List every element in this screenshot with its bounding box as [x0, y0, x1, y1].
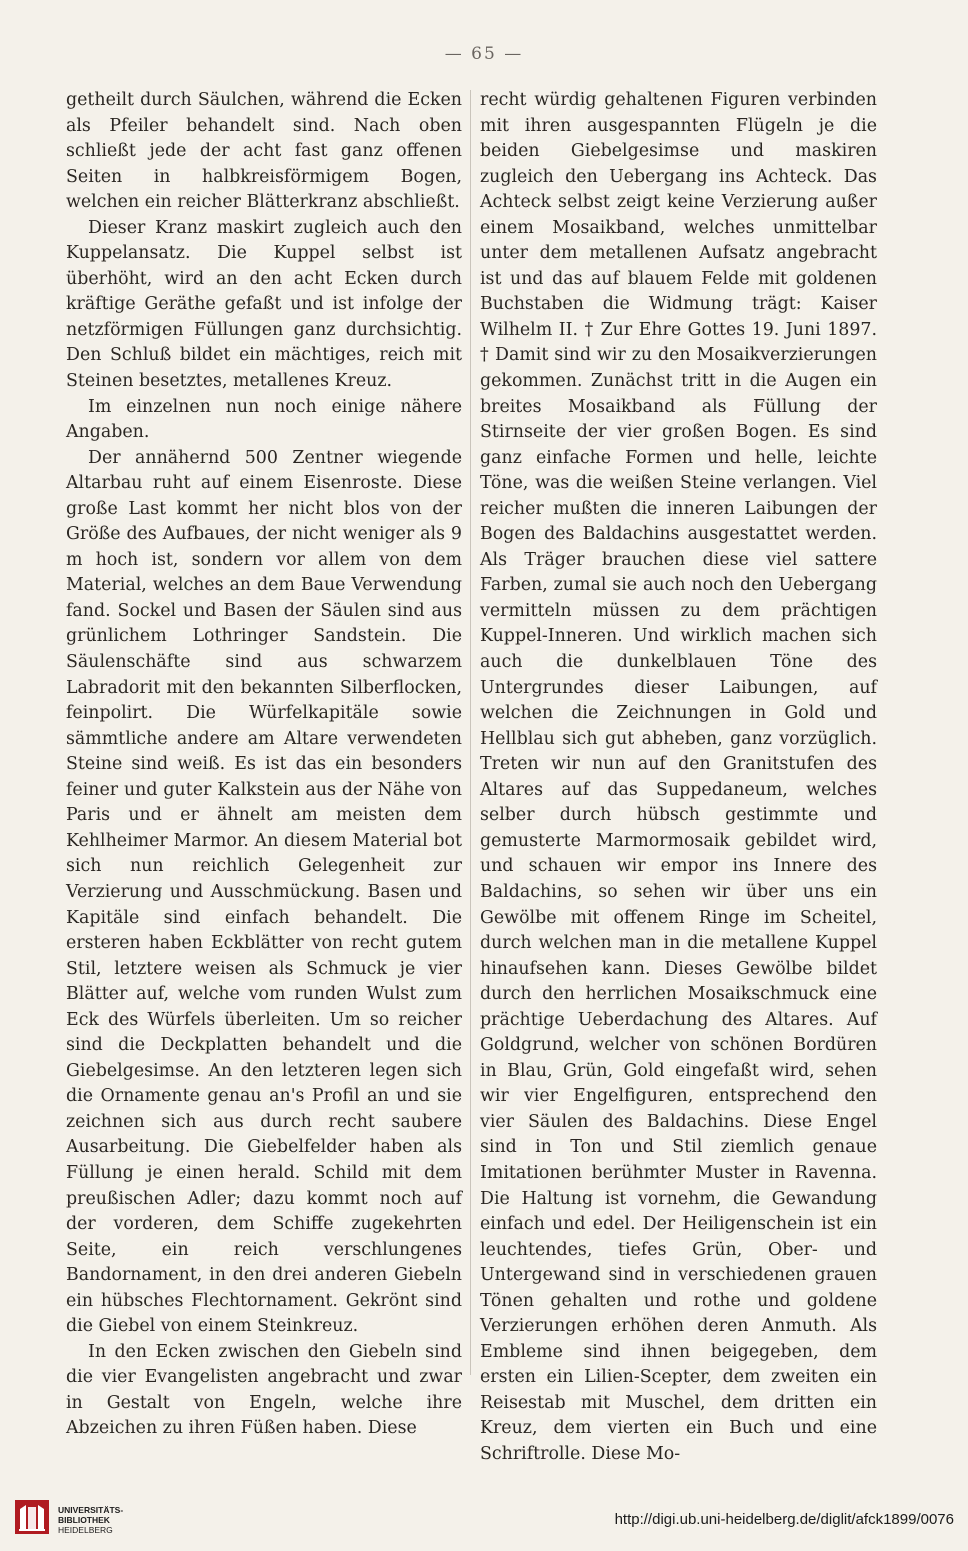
paragraph: In den Ecken zwischen den Giebeln sind die vier Evangelisten angebracht und zwar in Gestalt von Engeln, welche ihre Abzeichen zu ihren Füßen haben. Diese — [66, 1341, 462, 1439]
logo-line: UNIVERSITÄTS- — [58, 1505, 124, 1515]
library-seal-icon — [14, 1499, 50, 1535]
right-column — [480, 88, 877, 1468]
paragraph: Im einzelnen nun noch einige nähere Angaben. — [66, 396, 462, 443]
paragraph: recht würdig gehaltenen Figuren verbinden mit ihren ausgespannten Flügeln je die beiden Giebelgesimse und maskiren zugleich den Uebergang ins Achteck. Das Achteck selbst zeigt keine Verzierung außer einem Mosaikband, welches unmittelbar unter dem metallenen Aufsatz angebracht ist und das auf blauem Felde mit goldenen Buchstaben die Widmung trägt: Kaiser Wilhelm II. † Zur Ehre Gottes 19. Juni 1897. † Damit sind wir zu den Mosaikverzierungen gekommen. Zunächst tritt in die Augen ein breites Mosaikband als Füllung der Stirnseite der vier großen Bogen. Es sind ganz einfache Formen und helle, leichte Töne, was die weißen Steine verlangen. Viel reicher mußten die inneren Laibungen der Bogen des Baldachins ausgestattet werden. Als Träger brauchen diese viel sattere Farben, zumal sie auch noch den Uebergang vermitteln müssen zu dem prächtigen Kuppel-Inneren. Und wirklich machen sich auch die dunkelblauen Töne des Untergrundes dieser Laibungen, auf welchen die Zeichnungen in Gold und Hellblau sich gut abheben, ganz vorzüglich. Treten wir nun auf den Granitstufen des Altares auf das Suppedaneum, welches selber durch hübsch gestimmte und gemusterte Marmormosaik gebildet wird, und schauen wir empor ins Innere des Baldachins, so sehen wir über uns ein Gewölbe mit offenem Ringe im Scheitel, durch welchen man in die metallene Kuppel hinaufsehen kann. Dieses Gewölbe bildet durch den herrlichen Mosaikschmuck eine prächtige Ueberdachung des Altares. Auf Goldgrund, welcher von schönen Bordüren in Blau, Grün, Gold eingefaßt wird, sehen wir vier Engelfiguren, entsprechend den vier Säulen des Baldachins. Diese Engel sind in Ton und Stil ziemlich genaue Imitationen berühmter Muster in Ravenna. Die Haltung ist vornehm, die Gewandung einfach und edel. Der Heiligenschein ist ein leuchtendes, tiefes Grün, Ober- und Untergewand sind in verschiedenen grauen Tönen gehalten und rothe und goldene Verzierungen erhöhen deren Anmuth. Als Embleme sind ihnen beigegeben, dem ersten ein Lilien-Scepter, dem zweiten ein Reisestab mit Muschel, dem dritten ein Kreuz, dem vierten ein Buch und eine Schriftrolle. Diese Mo- — [480, 90, 877, 1464]
library-name — [58, 1505, 123, 1535]
left-column — [66, 88, 462, 1442]
column-divider — [470, 90, 471, 1375]
paragraph: Dieser Kranz maskirt zugleich auch den Kuppelansatz. Die Kuppel selbst ist überhöht, wird an den acht Ecken durch kräftige Geräthe gefaßt und ist infolge der netzförmigen Füllungen ganz durchsichtig. Den Schluß bildet ein mächtiges, reich mit Steinen besetztes, metallenes Kreuz. — [66, 217, 462, 392]
library-logo[interactable] — [14, 1499, 214, 1539]
paragraph: getheilt durch Säulchen, während die Ecken als Pfeiler behandelt sind. Nach oben schließt jede der acht fast ganz offenen Seiten in halbkreisförmigem Bogen, welchen ein reicher Blätterkranz abschließt. — [66, 90, 462, 213]
logo-line: HEIDELBERG — [58, 1525, 113, 1535]
source-url-link[interactable]: http://digi.ub.uni-heidelberg.de/diglit/afck1899/0076 — [614, 1511, 954, 1528]
paragraph: Der annähernd 500 Zentner wiegende Altarbau ruht auf einem Eisenroste. Diese große Last kommt her nicht blos von der Größe des Aufbaues, der nicht weniger als 9 m hoch ist, sondern vor allem von dem Material, welches an dem Baue Verwendung fand. Sockel und Basen der Säulen sind aus grünlichem Lothringer Sandstein. Die Säulenschäfte sind aus schwarzem Labradorit mit den bekannten Silberflocken, feinpolirt. Die Würfelkapitäle sowie sämmtliche andere am Altare verwendeten Steine sind weiß. Es ist das ein besonders feiner und guter Kalkstein aus der Nähe von Paris und er ähnelt am meisten dem Kehlheimer Marmor. An diesem Material bot sich nun reichlich Gelegenheit zur Verzierung und Ausschmückung. Basen und Kapitäle sind einfach behandelt. Die ersteren haben Eckblätter von recht gutem Stil, letztere weisen als Schmuck je vier Blätter auf, welche vom runden Wulst zum Eck des Würfels überleiten. Um so reicher sind die Deckplatten behandelt und die Giebelgesimse. An den letzteren legen sich die Ornamente genau an's Profil an und sie zeichnen sich aus durch recht saubere Ausarbeitung. Die Giebelfelder haben als Füllung je einen herald. Schild mit dem preußischen Adler; dazu kommt noch auf der vorderen, dem Schiffe zugekehrten Seite, ein reich verschlungenes Bandornament, in den drei anderen Giebeln ein hübsches Flechtornament. Gekrönt sind die Giebel von einem Steinkreuz. — [66, 447, 462, 1337]
logo-line: BIBLIOTHEK — [58, 1515, 110, 1525]
page-number: — 65 — — [444, 44, 524, 64]
